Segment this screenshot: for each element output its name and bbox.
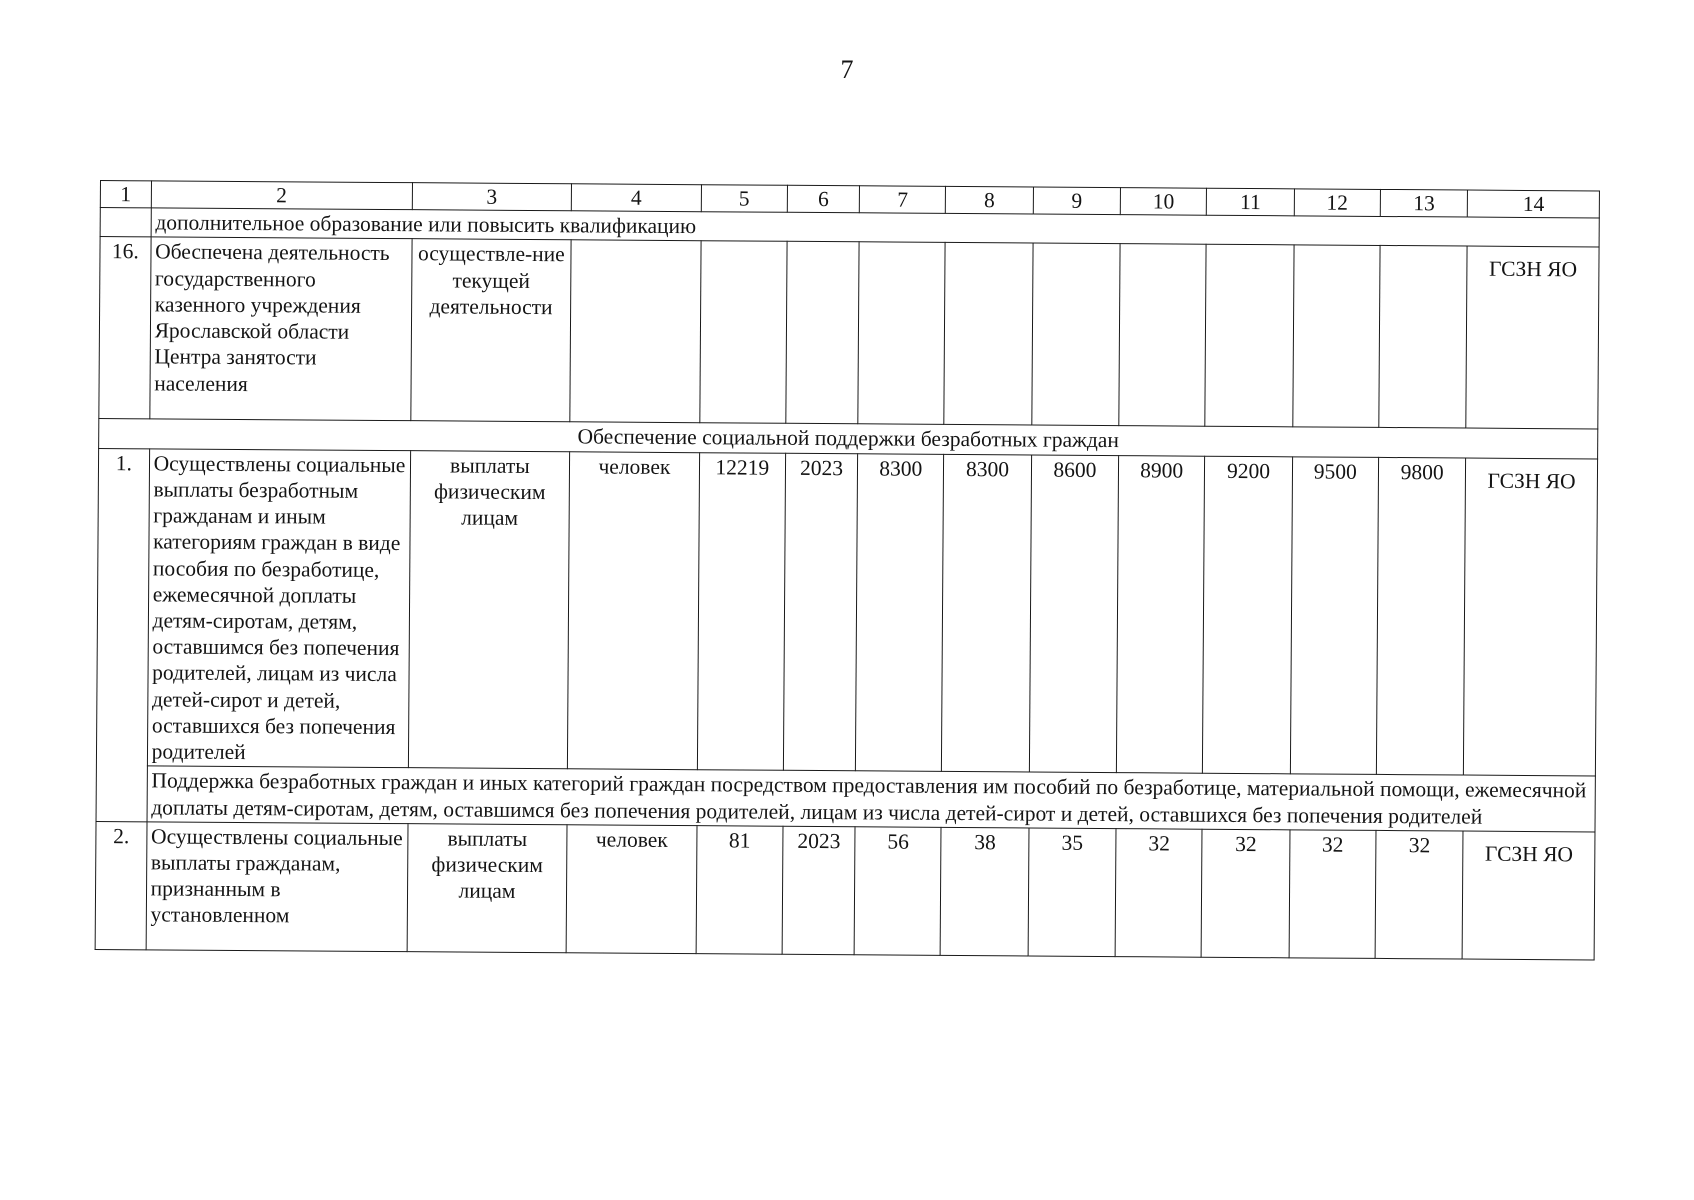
value-cell [1119,244,1207,427]
table-row-16 [99,237,1599,429]
value-cell: 8300 [856,453,944,771]
executor-cell [1464,458,1598,777]
document-table [95,180,1600,960]
row-description: Поддержка безработных граждан и иных категорий граждан посредством предоставления им пособий по безработице, материальной помощи, ежемесячной доплаты детям-сиротам, детям, оставшимся без попечения родителей, лицам из числа детей-сирот и детей, оставшихся без попечения родителей [147,766,1596,832]
value-cell: 81 [696,825,783,954]
type-cell: осуществле-ние текущей деятельности [410,239,571,422]
value-cell: 38 [941,827,1029,956]
row-number-cell [100,208,151,238]
table-row-2 [95,821,1595,959]
value-cell: 32 [1289,830,1376,959]
value-cell: 32 [1375,830,1463,959]
value-cell [1032,243,1121,426]
unit-cell: человек [568,451,700,770]
value-cell [1379,246,1468,429]
column-number: 3 [412,183,572,211]
row-number: 1. [96,448,149,821]
table-row-1 [96,448,1597,776]
column-number: 10 [1120,188,1206,216]
column-number: 7 [859,186,945,214]
value-cell [1293,245,1381,428]
column-number: 8 [946,186,1034,214]
executor-text: ГСЗН ЯО [1484,841,1574,867]
value-cell: 2023 [782,826,855,955]
column-number: 1 [100,181,151,209]
unit-cell [570,240,701,423]
value-cell: 2023 [783,453,857,771]
value-cell: 32 [1201,829,1289,958]
value-cell: 56 [854,827,941,956]
unit-cell: человек [566,824,696,953]
row-number: 2. [95,821,147,949]
value-cell [1205,245,1294,428]
value-cell [944,243,1033,426]
result-cell: Осуществлены социальные выплаты безработным гражданам и иным категориям граждан в виде пособия по безработице, ежемесячной доплаты детям-сиротам, детям, оставшимся без попечения родителей, лицам из числа детей-сирот и детей, оставшихся без попечения родителей [147,449,410,768]
value-cell [858,242,946,425]
column-number: 13 [1380,189,1468,217]
result-cell: Обеспечена деятельность государственного казенного учреждения Ярославской области Центра занятости населения [150,237,412,421]
type-cell: выплаты физическим лицам [408,450,570,769]
section-title: Обеспечение социальной поддержки безработных граждан [99,419,1598,459]
value-cell: 8900 [1116,455,1204,773]
value-cell [699,241,787,424]
value-cell: 9800 [1376,457,1466,775]
document-table-container [95,180,1600,960]
executor-text: ГСЗН ЯО [1488,257,1578,282]
value-cell: 32 [1115,828,1202,957]
value-cell: 12219 [697,452,785,770]
value-cell [786,242,860,424]
column-number: 5 [701,185,787,213]
executor-cell [1462,831,1595,960]
type-cell: выплаты физическим лицам [407,823,567,952]
page-number: 7 [840,55,854,84]
value-cell: 9200 [1203,456,1293,774]
value-cell: 8600 [1029,455,1119,773]
column-number: 14 [1468,190,1600,218]
column-number: 9 [1033,187,1121,215]
column-number: 6 [787,185,859,213]
executor-cell [1466,246,1599,429]
value-cell: 9500 [1290,456,1378,774]
result-cell: Осуществлены социальные выплаты гражданам, признанным в установленном [146,822,408,952]
column-number: 2 [151,181,412,210]
row-number: 16. [99,237,151,419]
continuation-text: дополнительное образование или повысить квалификацию [151,208,1599,247]
column-number: 11 [1207,188,1295,216]
value-cell: 8300 [942,454,1032,772]
column-number: 12 [1294,189,1380,217]
value-cell: 35 [1028,828,1116,957]
executor-text: ГСЗН ЯО [1487,468,1576,493]
column-number: 4 [572,184,702,212]
